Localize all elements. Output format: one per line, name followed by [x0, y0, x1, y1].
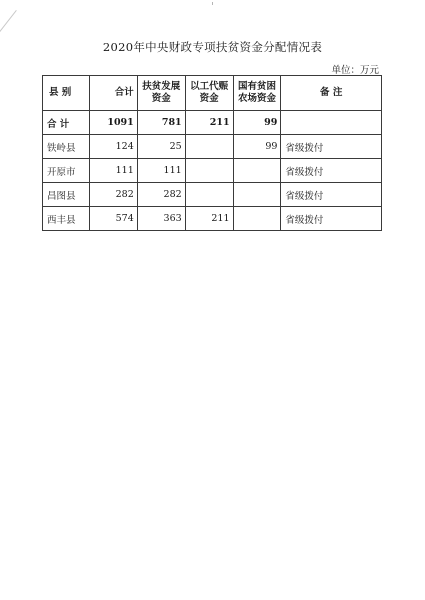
table-row-total	[43, 111, 382, 135]
cell-state-farm	[233, 207, 281, 231]
cell-total: 574	[89, 207, 137, 231]
table-row	[43, 135, 382, 159]
cell-county: 铁岭县	[43, 135, 90, 159]
cell-state-farm	[233, 183, 281, 207]
cell-remarks	[281, 111, 382, 135]
table-header-row	[43, 76, 382, 111]
cell-county: 西丰县	[43, 207, 90, 231]
cell-work-relief: 211	[185, 111, 233, 135]
cell-work-relief	[185, 135, 233, 159]
cell-remarks: 省级拨付	[281, 183, 382, 207]
cell-remarks: 省级拨付	[281, 159, 382, 183]
cell-poverty-dev: 363	[137, 207, 185, 231]
cell-remarks: 省级拨付	[281, 207, 382, 231]
document-title: 2020年中央财政专项扶贫资金分配情况表	[102, 40, 323, 54]
cell-total: 124	[89, 135, 137, 159]
header-poverty-dev-fund: 扶贫发展 资金	[137, 76, 185, 111]
table-row	[43, 159, 382, 183]
cell-state-farm: 99	[233, 111, 281, 135]
cell-work-relief	[185, 183, 233, 207]
cell-state-farm: 99	[233, 135, 281, 159]
header-state-farm-fund: 国有贫困 农场资金	[233, 76, 281, 111]
cell-remarks: 省级拨付	[281, 135, 382, 159]
table-row	[43, 207, 382, 231]
cell-poverty-dev: 282	[137, 183, 185, 207]
cell-poverty-dev: 111	[137, 159, 185, 183]
cell-total: 1091	[89, 111, 137, 135]
header-work-relief-fund: 以工代赈 资金	[185, 76, 233, 111]
header-total: 合计	[89, 76, 137, 111]
cell-poverty-dev: 25	[137, 135, 185, 159]
unit-label: 单位：万元	[331, 65, 379, 76]
cell-county: 合 计	[43, 111, 90, 135]
cell-county: 昌图县	[43, 183, 90, 207]
cell-poverty-dev: 781	[137, 111, 185, 135]
cell-total: 282	[89, 183, 137, 207]
header-remarks: 备 注	[281, 76, 382, 111]
cell-total: 111	[89, 159, 137, 183]
table-row	[43, 183, 382, 207]
cell-state-farm	[233, 159, 281, 183]
allocation-table	[42, 75, 382, 231]
cell-county: 开原市	[43, 159, 90, 183]
scan-mark	[212, 2, 213, 5]
cell-work-relief: 211	[185, 207, 233, 231]
cell-work-relief	[185, 159, 233, 183]
header-county: 县 别	[43, 76, 90, 111]
